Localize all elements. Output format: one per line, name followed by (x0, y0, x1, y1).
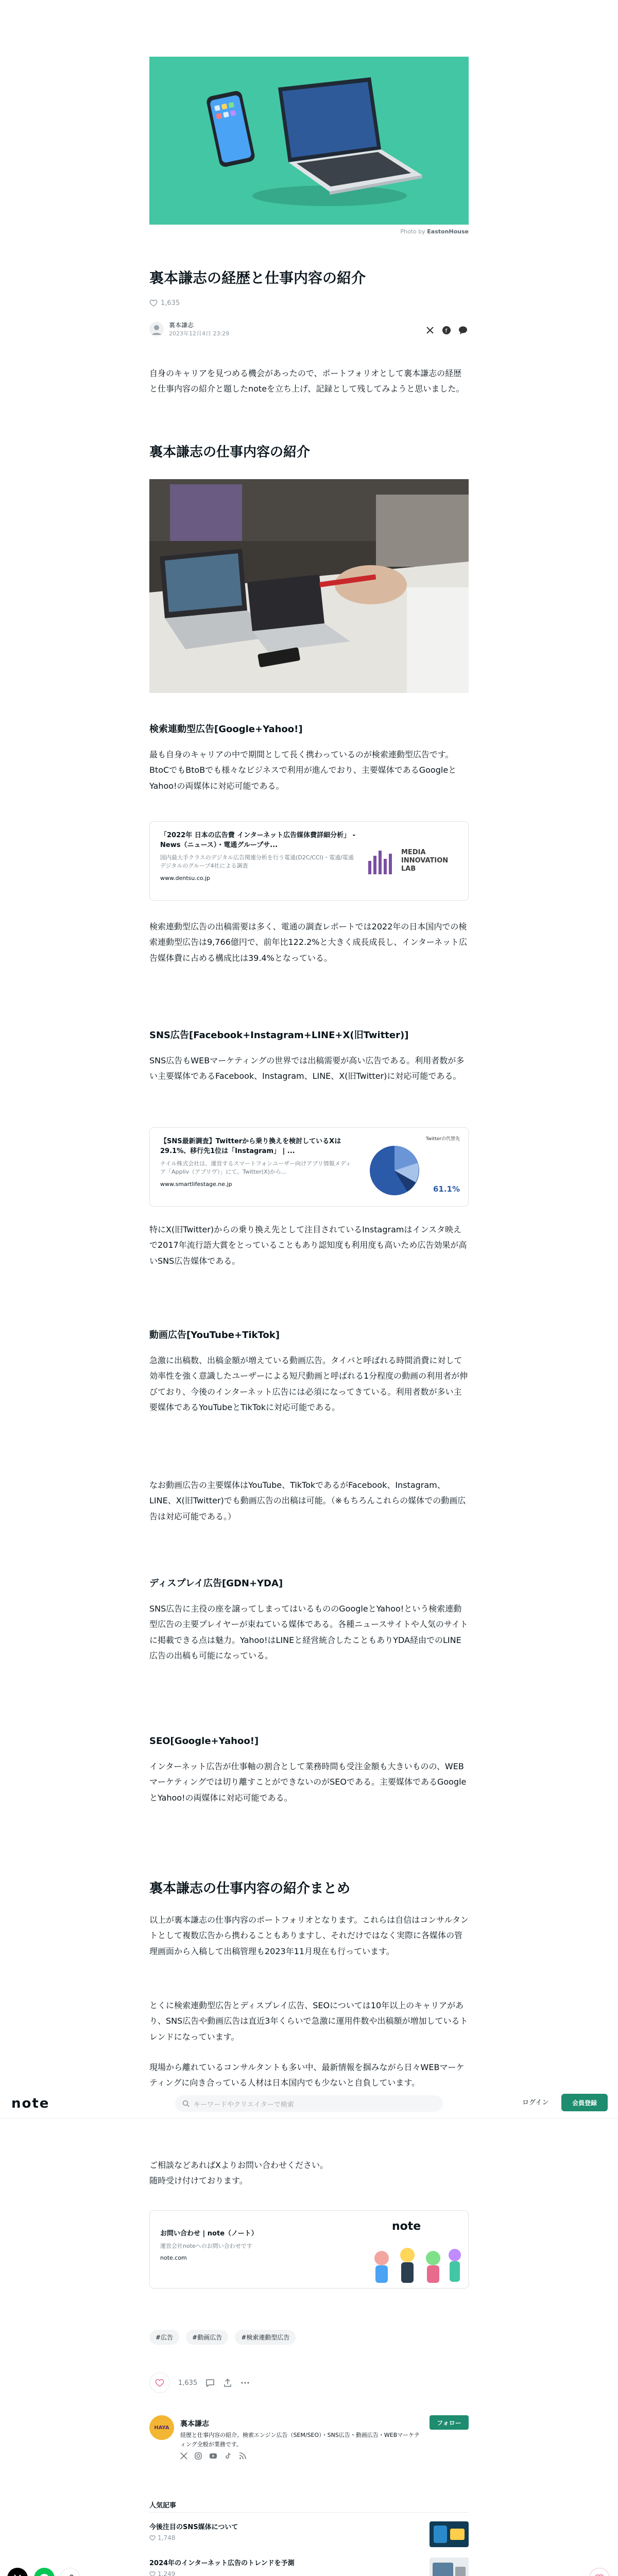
author-name[interactable]: 裏本謙志 (169, 321, 194, 329)
bar-logo-icon (366, 845, 397, 876)
profile-bio: 経歴と仕事内容の紹介。検索エンジン広告（SEM/SEO）・SNS広告・動画広告・WEBマーケティング全般が業務です。 (180, 2432, 420, 2448)
link-card-description: ナイル株式会社は、運営するスマートフォンユーザー向けアプリ情報メディア「Appliv（アプリヴ）」にて、Twitter(X)から... (160, 1160, 351, 1176)
paragraph: 以上が裏本謙志の仕事内容のポートフォリオとなります。これらは自信はコンサルタントとして複数広告から携わることもありますし、それだけではなく実際に各媒体の管理画面から入稿して出稿管理も2023年11月現在も行っています。 (149, 1915, 469, 1956)
post-date: 2023年12月4日 23:29 (169, 330, 230, 337)
instagram-icon[interactable] (195, 2452, 202, 2460)
search-placeholder: キーワードやクリエイターで検索 (194, 2100, 294, 2109)
hero-credit: Photo by EastonHouse (400, 228, 469, 235)
paragraph: 最も自身のキャリアの中で期間として長く携わっているのが検索連動型広告です。BtoCでもBtoBでも様々なビジネスで利用が進んでおり、主要媒体であるGoogleとYahoo!の両媒体に対応可能である。 (149, 750, 457, 791)
thumb-chart-label: Twitterの代替先 (425, 1137, 460, 1142)
search-input[interactable] (175, 2095, 443, 2112)
popular-thumbnail (430, 2521, 469, 2547)
like-count: 1,635 (178, 2379, 198, 2387)
heart-icon[interactable] (149, 299, 158, 307)
title-like-count: 1,635 (161, 299, 180, 307)
thumb-text: MEDIA (401, 848, 426, 856)
link-card-title: お問い合わせ | note（ノート） (160, 2230, 258, 2238)
search-icon (182, 2100, 190, 2107)
share-icons (425, 326, 468, 335)
popular-like-count: 1,748 (158, 2534, 176, 2541)
link-card-domain: www.dentsu.co.jp (160, 874, 210, 882)
follow-button[interactable]: フォロー (430, 2415, 469, 2430)
popular-title: 2024年のインターネット広告のトレンドを予測 (149, 2560, 295, 2567)
subsection-heading: SNS広告[Facebook+Instagram+LINE+X(旧Twitter)] (149, 1030, 409, 1041)
popular-title: 今後注目のSNS媒体について (149, 2523, 238, 2531)
popular-heading: 人気記事 (149, 2502, 177, 2510)
popular-item[interactable] (149, 2521, 469, 2550)
floating-like-button[interactable] (589, 2568, 610, 2576)
subsection-heading: ディスプレイ広告[GDN+YDA] (149, 1578, 283, 1589)
note-logo[interactable]: note (11, 2096, 50, 2111)
link-card-description: 国内最大手クラスのデジタル広告関連分析を行う電通(D2C/CCI)・電通/電通デジタルのグループ4社による調査 (160, 854, 354, 870)
action-bar (149, 2372, 469, 2393)
link-card-description: 運営会社noteへのお問い合わせです (160, 2242, 252, 2249)
heart-icon (595, 2573, 604, 2576)
x-share-icon[interactable] (425, 326, 435, 335)
divider (149, 2512, 469, 2513)
link-card-smartlife[interactable] (149, 1127, 469, 1207)
link-card-title: 【SNS最新調査】Twitterから乗り換えを検討しているXは29.1%、移行先1位は「Instagram」 | ... (160, 1138, 341, 1155)
author-avatar[interactable] (149, 322, 164, 336)
subsection-heading: SEO[Google+Yahoo!] (149, 1736, 259, 1747)
thumb-text: INNOVATION (401, 856, 449, 865)
paragraph: 随時受け付けております。 (149, 2176, 248, 2185)
author-profile (149, 2415, 469, 2477)
comment-icon[interactable] (205, 2378, 215, 2387)
site-header (0, 2088, 618, 2119)
hero-image (149, 57, 469, 225)
subsection-heading: 動画広告[YouTube+TikTok] (149, 1330, 280, 1341)
paragraph: 現場から離れているコンサルタントも多い中、最新情報を掴みながら日々WEBマーケティングに向き合っている人材は日本国内でも少ないと自負しています。 (149, 2062, 465, 2088)
link-card-domain: note.com (160, 2255, 187, 2262)
paragraph: 検索連動型広告の出稿需要は多く、電通の調査レポートでは2022年の日本国内での検索連動型広告は9,766億円で、前年比122.2%と大きく成長成長し、インターネット広告媒体費に占める構成比は39.4%となっている。 (149, 922, 468, 963)
heart-icon (155, 2378, 164, 2387)
like-button[interactable] (149, 2372, 170, 2393)
thumb-chart-value: 61.1% (433, 1184, 460, 1194)
paragraph: ご相談などあればXよりお問い合わせください。 (149, 2160, 328, 2170)
rss-icon[interactable] (239, 2452, 246, 2460)
link-card-thumbnail (366, 2216, 464, 2284)
profile-name[interactable]: 裏本謙志 (180, 2420, 209, 2428)
link-copy-button[interactable] (60, 2568, 80, 2576)
svg-text:f: f (445, 327, 448, 334)
paragraph: 特にX(旧Twitter)からの乗り換え先として注目されているInstagramはインスタ映えで2017年流行語大賞をとっていることもあり認知度も利用度も高いため広告効果が高いSNS広告媒体である。 (149, 1225, 467, 1266)
link-card-title: 「2022年 日本の広告費 インターネット広告媒体費詳細分析」 - News（ニュース）・電通グループサ... (160, 832, 355, 849)
x-float-button[interactable] (7, 2568, 28, 2576)
link-card-domain: www.smartlifestage.ne.jp (160, 1180, 232, 1188)
more-icon[interactable] (241, 2378, 250, 2387)
hashtag[interactable]: #広告 (149, 2330, 179, 2345)
popular-thumbnail (430, 2557, 469, 2576)
line-icon (39, 2573, 49, 2576)
paragraph: なお動画広告の主要媒体はYouTube、TikTokであるがFacebook、Instagram、LINE、X(旧Twitter)でも動画広告の出稿は可能。（※もちろんこれらの媒体での動画広告は対応可能である。） (149, 1480, 466, 1521)
paragraph: SNS広告もWEBマーケティングの世界では出稿需要が高い広告である。利用者数が多い主要媒体であるFacebook、Instagram、LINE、X(旧Twitter)に対応可能である。 (149, 1056, 465, 1081)
paragraph: 急激に出稿数、出稿金額が増えている動画広告。タイパと呼ばれる時間消費に対して効率性を強く意識したユーザーによる短尺動画と呼ばれる1分程度の動画の利用者が伸びており、今後のインターネット広告には必須になってきている。利用者数が多い主要媒体であるYouTubeとTikTokに対応可能である。 (149, 1355, 468, 1413)
heart-icon (149, 2535, 156, 2541)
section-heading: 裏本謙志の仕事内容の紹介まとめ (149, 1881, 351, 1896)
heart-icon (149, 2571, 156, 2576)
title-like-row[interactable] (149, 299, 469, 307)
line-share-icon[interactable] (458, 326, 468, 335)
paragraph: インターネット広告が仕事軸の割合として業務時間も受注金額も大きいものの、WEBマーケティングでは切り離すことができないのがSEOである。主要媒体であるGoogleとYahoo!の両媒体に対応可能である。 (149, 1761, 467, 1803)
signup-button[interactable]: 会員登録 (561, 2094, 608, 2111)
link-card-thumbnail (366, 1135, 460, 1200)
article-title: 裏本謙志の経歴と仕事内容の紹介 (149, 269, 366, 286)
popular-item[interactable] (149, 2557, 469, 2576)
link-card-dentsu[interactable] (149, 821, 469, 901)
login-link[interactable]: ログイン (522, 2099, 549, 2107)
meeting-photo (149, 479, 469, 693)
thumb-text: LAB (401, 865, 416, 873)
facebook-share-icon[interactable] (442, 326, 451, 335)
intro-paragraph: 自身のキャリアを見つめる機会があったので、ポートフォリオとして裏本謙志の経歴と仕事内容の紹介と題したnoteを立ち上げ、記録として残してみようと思いました。 (149, 368, 465, 394)
profile-avatar[interactable]: HAYA (149, 2415, 174, 2440)
hashtag[interactable]: #検索連動型広告 (235, 2330, 296, 2345)
popular-like-count: 1,249 (158, 2570, 176, 2576)
tiktok-icon[interactable] (225, 2452, 232, 2460)
link-card-contact[interactable] (149, 2210, 469, 2289)
paragraph: SNS広告に主役の座を譲ってしまってはいるもののGoogleとYahoo!という検索連動型広告の主要プレイヤーが束ねている媒体である。各種ニュースサイトや人気のサイトに掲載できる点は魅力。Yahoo!はLINEと経営統合したこともありYDA経由でのLINE広告の出稿も可能になっている。 (149, 1604, 468, 1661)
link-card-thumbnail (366, 832, 460, 890)
section-heading: 裏本謙志の仕事内容の紹介 (149, 445, 311, 460)
link-icon (65, 2573, 75, 2576)
share-icon[interactable] (223, 2378, 232, 2387)
youtube-icon[interactable] (209, 2452, 217, 2460)
x-icon[interactable] (180, 2452, 187, 2460)
line-float-button[interactable] (34, 2568, 55, 2576)
subsection-heading: 検索連動型広告[Google+Yahoo!] (149, 724, 303, 735)
people-illustration (366, 2238, 464, 2284)
thumb-logo: note (392, 2220, 421, 2233)
profile-sns-icons (180, 2452, 246, 2460)
paragraph: とくに検索連動型広告とディスプレイ広告、SEOについては10年以上のキャリアがあり、SNS広告や動画広告は直近3年くらいで急激に運用件数や出稿額が増加しているトレンドになっています。 (149, 2001, 468, 2042)
author-mini[interactable] (149, 320, 469, 337)
hashtag[interactable]: #動画広告 (186, 2330, 228, 2345)
hashtag-list (149, 2330, 469, 2345)
pie-chart-icon (366, 1142, 423, 1199)
